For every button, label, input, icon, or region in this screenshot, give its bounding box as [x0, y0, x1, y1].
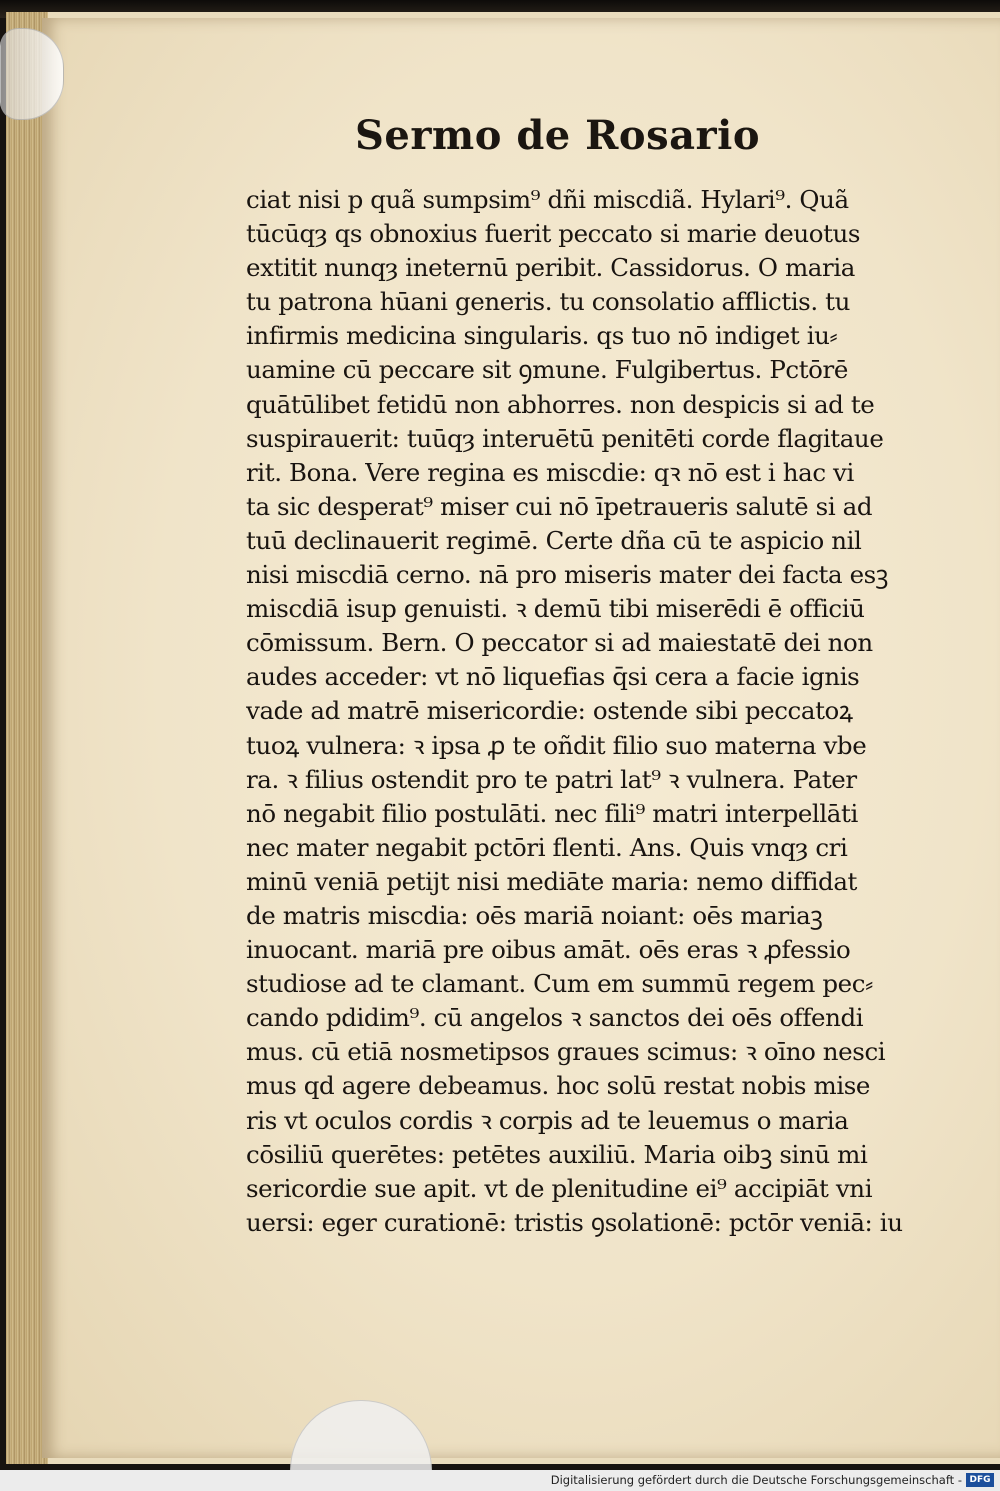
text-line: suspirauerit: tuūqȝ interuētū penitēti corde flagitaue	[246, 423, 884, 453]
text-line: miscdiā isup genuisti. ꝛ demū tibi miserēdi ē officiū	[246, 594, 865, 624]
text-line: nec mater negabit pctōri flenti. Ans. Quis vnqȝ cri	[246, 832, 848, 862]
text-line: infirmis medicina singularis. qs tuo nō indiget iu⸗	[246, 321, 838, 351]
text-line: studiose ad te clamant. Cum em summū regem pec⸗	[246, 969, 873, 999]
text-line: tu patrona hūani generis. tu consolatio afflictis. tu	[246, 287, 850, 317]
text-line: sericordie sue apit. vt de plenitudine ei⁹ accipiāt vni	[246, 1173, 873, 1203]
text-line: tūcūqȝ qs obnoxius fuerit peccato si marie deuotus	[246, 219, 861, 249]
text-line: ris vt oculos cordis ꝛ corpis ad te leuemus o maria	[246, 1105, 849, 1135]
body-text	[246, 183, 966, 1240]
text-line: vade ad matrē misericordie: ostende sibi peccatoꝝ	[246, 696, 853, 726]
text-line: nisi miscdiā cerno. nā pro miseris mater dei facta esꝫ	[246, 560, 888, 590]
text-line: tuū declinauerit regimē. Certe dña cū te aspicio nil	[246, 525, 862, 555]
running-heading: Sermo de Rosario	[355, 112, 760, 159]
text-line: mus qd agere debeamus. hoc solū restat nobis mise	[246, 1071, 871, 1101]
text-line: minū veniā petijt nisi mediāte maria: nemo diffidat	[246, 866, 857, 896]
funding-credit: Digitalisierung gefördert durch die Deutsche Forschungsgemeinschaft -	[550, 1473, 962, 1487]
text-line: nō negabit filio postulāti. nec fili⁹ matri interpellāti	[246, 798, 858, 828]
text-line: cando pdidim⁹. cū angelos ꝛ sanctos dei oēs offendi	[246, 1003, 864, 1033]
footer-bar	[0, 1470, 1000, 1491]
text-line: extitit nunqȝ ineternū peribit. Cassidorus. O maria	[246, 253, 855, 283]
text-line: cōsiliū querētes: petētes auxiliū. Maria oibꝫ sinū mi	[246, 1139, 868, 1169]
text-line: de matris miscdia: oēs mariā noiant: oēs mariaꝫ	[246, 900, 823, 930]
text-line: uamine cū peccare sit ꝯmune. Fulgibertus. Pctōrē	[246, 355, 848, 385]
show-through-print	[770, 118, 970, 158]
text-line: rit. Bona. Vere regina es miscdie: qꝛ nō est i hac vi	[246, 457, 854, 487]
text-line: mus. cū etiā nosmetipsos graues scimus: ꝛ oīno nesci	[246, 1037, 886, 1067]
dfg-logo: DFG	[966, 1473, 994, 1487]
text-line: quātūlibet fetidū non abhorres. non despicis si ad te	[246, 389, 875, 419]
text-line: ra. ꝛ filius ostendit pro te patri lat⁹ ꝛ vulnera. Pater	[246, 764, 857, 794]
text-line: ta sic desperat⁹ miser cui nō īpetraueris salutē si ad	[246, 491, 873, 521]
text-line: ciat nisi p quã sumpsim⁹ dñi miscdiã. Hylari⁹. Quã	[246, 185, 849, 214]
text-line: uersi: eger curationē: tristis ꝯsolationē: pctōr veniā: iu	[246, 1207, 903, 1237]
text-line: tuoꝝ vulnera: ꝛ ipsa ꝓ te oñdit filio suo materna vbe	[246, 730, 867, 760]
text-line: cōmissum. Bern. O peccator si ad maiestatē dei non	[246, 628, 873, 658]
text-line: audes acceder: vt nō liquefias q̄si cera a facie ignis	[246, 662, 860, 692]
text-line: inuocant. mariā pre oibus amāt. oēs eras ꝛ ꝓfessio	[246, 935, 851, 965]
